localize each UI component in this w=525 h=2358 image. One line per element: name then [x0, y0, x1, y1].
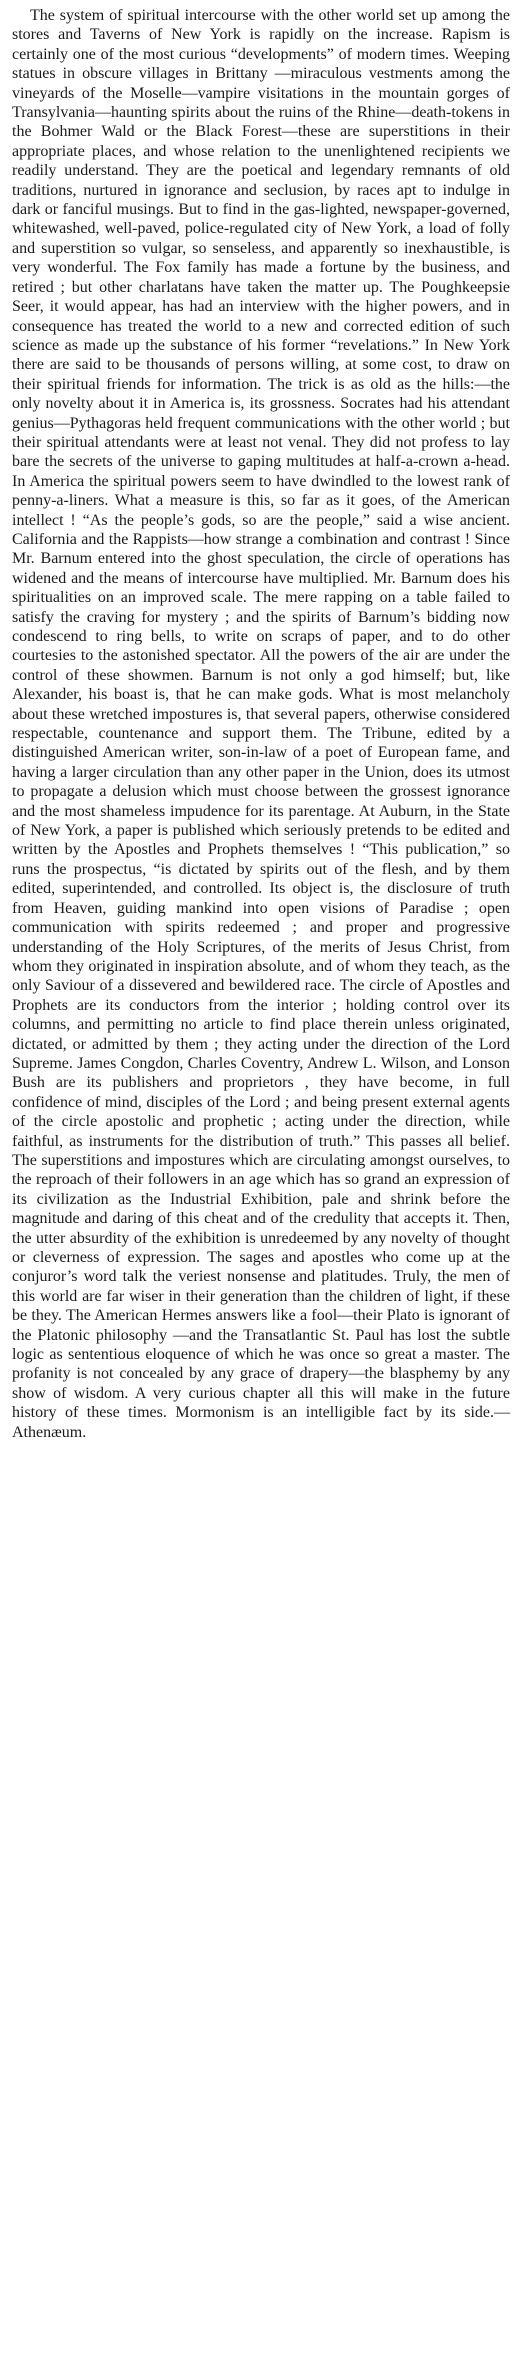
newspaper-clipping [12, 6, 510, 1442]
article-paragraph: The system of spiritual intercourse with the other world set up among the stores and Taverns of New York is rapidly on the increase. Rapism is certainly one of the most curious “developments” of modern times. Weeping statues in obscure villages in Brittany —miraculous vestments among the vineyards of the Moselle—vampire visitations in the mountain gorges of Transylvania—haunting spirits about the ruins of the Rhine—death-tokens in the Bohmer Wald or the Black Forest—these are superstitions in their appropriate places, and whose relation to the unenlightened recipients we readily understand. They are the poetical and legendary remnants of old traditions, nurtured in ignorance and seclusion, by races apt to indulge in dark or fanciful musings. But to find in the gas-lighted, newspaper-governed, whitewashed, well-paved, police-regulated city of New York, a load of folly and superstition so vulgar, so senseless, and apparently so inexhaustible, is very wonderful. The Fox family has made a fortune by the business, and retired ; but other charlatans have taken the matter up. The Poughkeepsie Seer, it would appear, has had an interview with the higher powers, and in consequence has treated the world to a new and corrected edition of such science as made up the substance of his former “revelations.” In New York there are said to be thousands of persons willing, at some cost, to draw on their spiritual friends for information. The trick is as old as the hills:—the only novelty about it in America is, its grossness. Socrates had his attendant genius—Pythagoras held frequent communications with the other world ; but their spiritual attendants were at least not venal. They did not profess to lay bare the secrets of the universe to gaping multitudes at half-a-crown a-head. In America the spiritual powers seem to have dwindled to the lowest rank of penny-a-liners. What a measure is this, so far as it goes, of the American intellect ! “As the people’s gods, so are the people,” said a wise ancient. California and the Rappists—how strange a combination and contrast ! Since Mr. Barnum entered into the ghost speculation, the circle of operations has widened and the means of intercourse have multiplied. Mr. Barnum does his spiritualities on an improved scale. The mere rapping on a table failed to satisfy the craving for mystery ; and the spirits of Barnum’s bidding now condescend to ring bells, to write on scraps of paper, and to do other courtesies to the astonished spectator. All the powers of the air are under the control of these showmen. Barnum is not only a god himself; but, like Alexander, his boast is, that he can make gods. What is most melancholy about these wretched impostures is, that several papers, otherwise considered respectable, countenance and support them. The Tribune, edited by a distinguished American writer, son-in-law of a poet of European fame, and having a larger circulation than any other paper in the Union, does its utmost to propagate a delusion which must choose between the grossest ignorance and the most shameless impudence for its parentage. At Auburn, in the State of New York, a paper is published which seriously pretends to be edited and written by the Apostles and Prophets themselves ! “This publication,” so runs the prospectus, “is dictated by spirits out of the flesh, and by them edited, superintended, and controlled. Its object is, the disclosure of truth from Heaven, guiding mankind into open visions of Paradise ; open communication with spirits redeemed ; and proper and progressive understanding of the Holy Scriptures, of the merits of Jesus Christ, from whom they originated in inspiration absolute, and of whom they teach, as the only Saviour of a dissevered and bewildered race. The circle of Apostles and Prophets are its conductors from the interior ; holding control over its columns, and permitting no article to find place therein unless originated, dictated, or admitted by them ; they acting under the direction of the Lord Supreme. James Congdon, Charles Coventry, Andrew L. Wilson, and Lonson Bush are its publishers and proprietors , they have become, in full confidence of mind, disciples of the Lord ; and being present external agents of the circle apostolic and prophetic ; acting under the direction, while faithful, as instruments for the distribution of truth.” This passes all belief. The superstitions and impostures which are circulating amongst ourselves, to the reproach of their followers in an age which has so grand an expression of its civilization as the Industrial Exhibition, pale and shrink before the magnitude and daring of this cheat and of the credulity that accepts it. Then, the utter absurdity of the exhibition is unredeemed by any novelty of thought or cleverness of expression. The sages and apostles who come up at the conjuror’s word talk the veriest nonsense and platitudes. Truly, the men of this world are far wiser in their generation than the children of light, if these be they. The American Hermes answers like a fool—their Plato is ignorant of the Platonic philosophy —and the Transatlantic St. Paul has lost the subtle logic as sententious eloquence of which he was once so great a master. The profanity is not concealed by any grace of drapery—the blasphemy by any show of wisdom. A very curious chapter all this will make in the future history of these times. Mormonism is an intelligible fact by its side.—Athenæum. [12, 7, 510, 1441]
